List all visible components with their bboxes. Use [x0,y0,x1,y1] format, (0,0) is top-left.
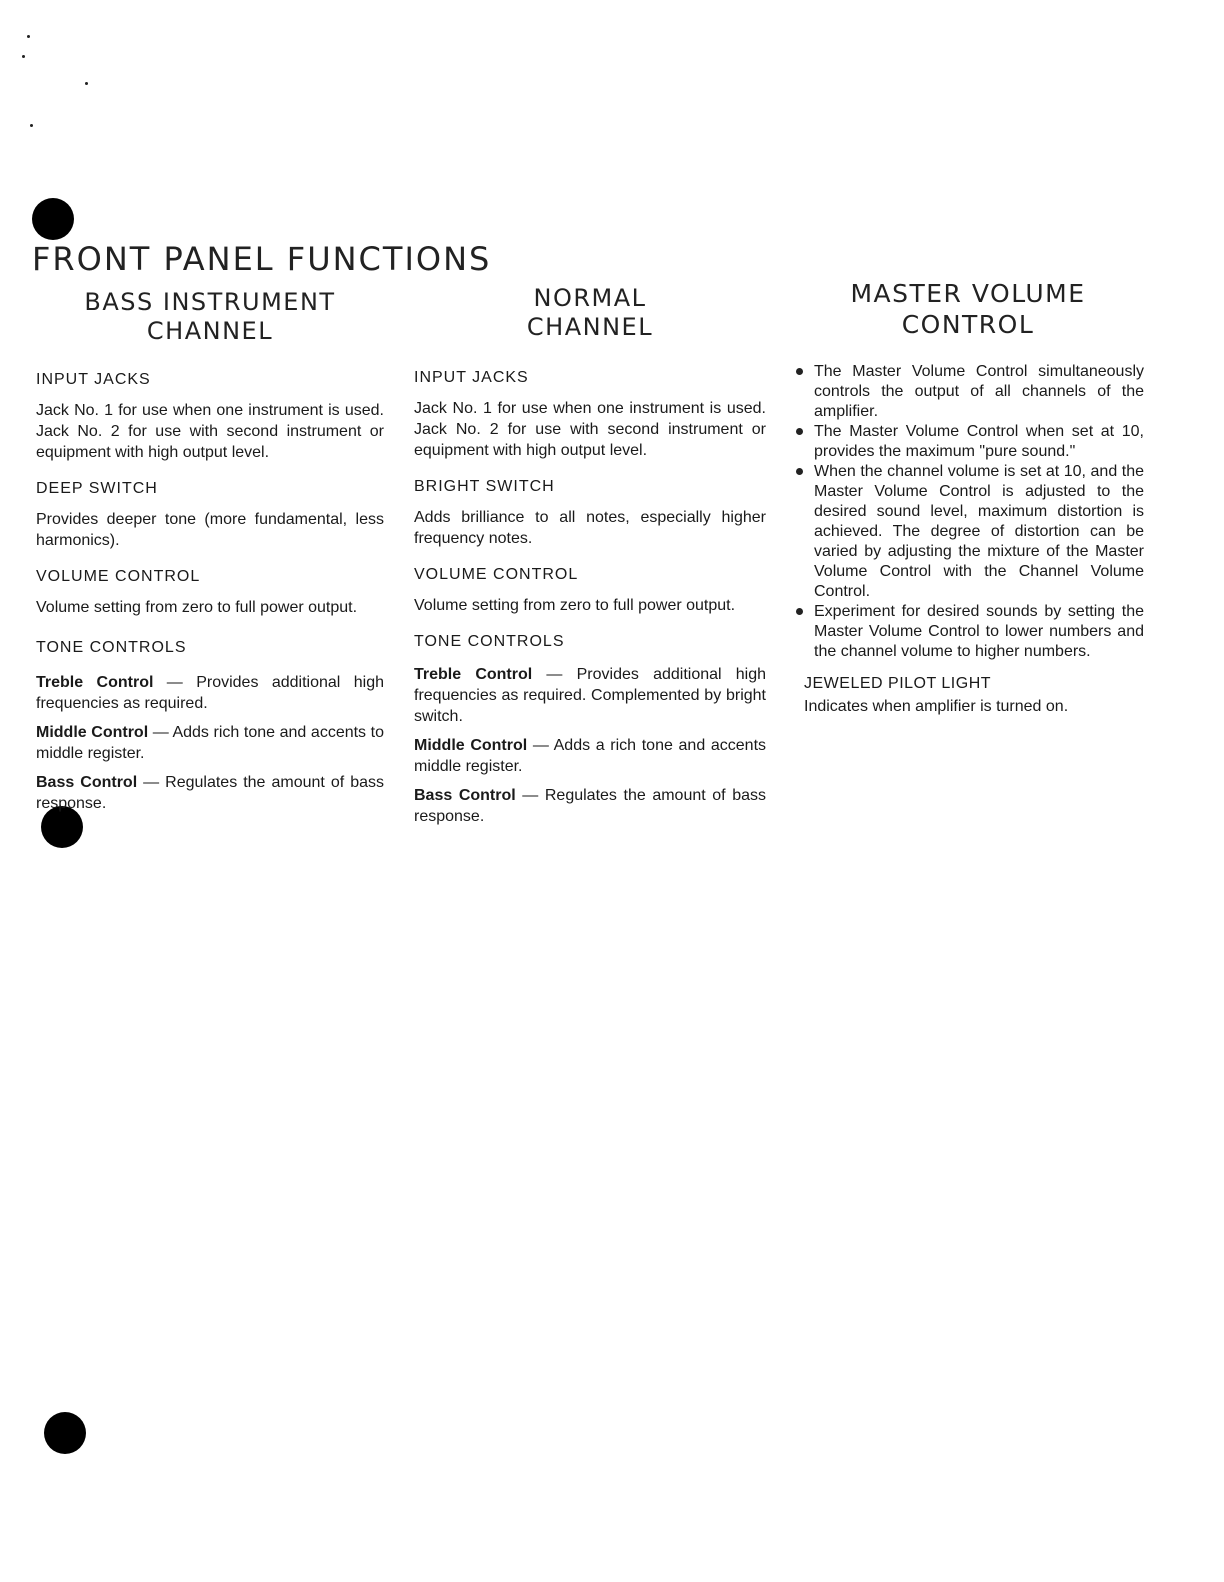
section-body-input-jacks: Jack No. 1 for use when one instrument is used. Jack No. 2 for use with second instrument or equipment with high output level. [36,402,384,461]
bullet-text: The Master Volume Control when set at 10, provides the maximum "pure sound." [814,423,1144,460]
tone-control-label: Middle Control [36,724,149,741]
column-title-line: CONTROL [901,310,1035,339]
section-heading-jeweled-pilot-light: JEWELED PILOT LIGHT [804,675,992,692]
tone-control-text: — Adds rich tone and accents to middle register. [36,724,384,762]
section-heading-input-jacks: INPUT JACKS [36,371,151,388]
section-heading-tone-controls: TONE CONTROLS [36,639,187,656]
tone-control-treble [414,664,766,727]
section-heading-deep-switch: DEEP SWITCH [36,480,158,497]
scan-speck [30,124,33,127]
list-item [792,422,1144,462]
list-item [792,602,1144,662]
tone-control-text: — Regulates the amount of bass response. [36,774,384,812]
punch-hole-top [32,198,74,240]
page-title: FRONT PANEL FUNCTIONS [32,240,492,278]
bullet-icon [796,468,803,475]
tone-control-label: Bass Control [36,774,138,791]
tone-control-bass [36,772,384,814]
column-title-line: CHANNEL [526,313,654,341]
bass-instrument-channel-column [36,282,384,830]
section-heading-input-jacks: INPUT JACKS [414,369,529,386]
section-heading-volume-control: VOLUME CONTROL [36,568,201,585]
bullet-icon [796,368,803,375]
tone-control-text: — Provides additional high frequencies as required. [36,674,384,712]
bullet-icon [796,608,803,615]
tone-control-label: Middle Control [414,737,528,754]
section-heading-tone-controls: TONE CONTROLS [414,633,565,650]
section-heading-bright-switch: BRIGHT SWITCH [414,478,555,495]
tone-control-label: Bass Control [414,787,516,804]
section-body-bright-switch: Adds brilliance to all notes, especially higher frequency notes. [414,509,766,547]
tone-control-text: — Regulates the amount of bass response. [414,787,767,825]
tone-control-label: Treble Control [414,666,533,683]
master-volume-bullet-list [792,362,1144,662]
bullet-text: Experiment for desired sounds by setting the Master Volume Control to lower numbers and the channel volume to higher numbers. [814,603,1144,660]
bullet-text: When the channel volume is set at 10, and the Master Volume Control is adjusted to the desired sound level, maximum distortion is achieved. The degree of distortion can be varied by adjusting the mixture of the Master Volume Control with the Channel Volume Control. [814,463,1144,600]
section-heading-volume-control: VOLUME CONTROL [414,566,579,583]
bullet-icon [796,428,803,435]
tone-control-text: — Adds a rich tone and accents middle register. [414,737,767,775]
tone-control-middle [414,735,766,777]
column-title-line: CHANNEL [146,317,274,345]
column-title [36,288,384,346]
list-item [792,462,1144,602]
list-item [792,362,1144,422]
punch-hole-bottom [44,1412,86,1454]
column-title-line: NORMAL [533,284,647,312]
column-title [414,284,766,342]
column-title [792,278,1144,340]
tone-control-bass [414,785,766,827]
section-body-input-jacks: Jack No. 1 for use when one instrument is used. Jack No. 2 for use with second instrument or equipment with high output level. [414,400,766,459]
master-volume-control-column [792,279,1144,717]
scan-speck [85,82,88,85]
section-body-jeweled-pilot-light: Indicates when amplifier is turned on. [804,698,1069,715]
column-title-line: BASS INSTRUMENT [84,288,336,316]
section-body-volume-control: Volume setting from zero to full power output. [414,597,736,614]
column-title-line: MASTER VOLUME [850,279,1086,308]
tone-control-middle [36,722,384,764]
tone-control-treble [36,672,384,714]
bullet-text: The Master Volume Control simultaneously controls the output of all channels of the amplifier. [814,363,1144,420]
section-body-deep-switch: Provides deeper tone (more fundamental, less harmonics). [36,511,384,549]
tone-control-label: Treble Control [36,674,154,691]
tone-control-text: — Provides additional high frequencies as required. Complemented by bright switch. [414,666,767,725]
scan-speck [22,55,25,58]
normal-channel-column [414,282,766,843]
scan-speck [27,35,30,38]
section-body-volume-control: Volume setting from zero to full power output. [36,599,358,616]
